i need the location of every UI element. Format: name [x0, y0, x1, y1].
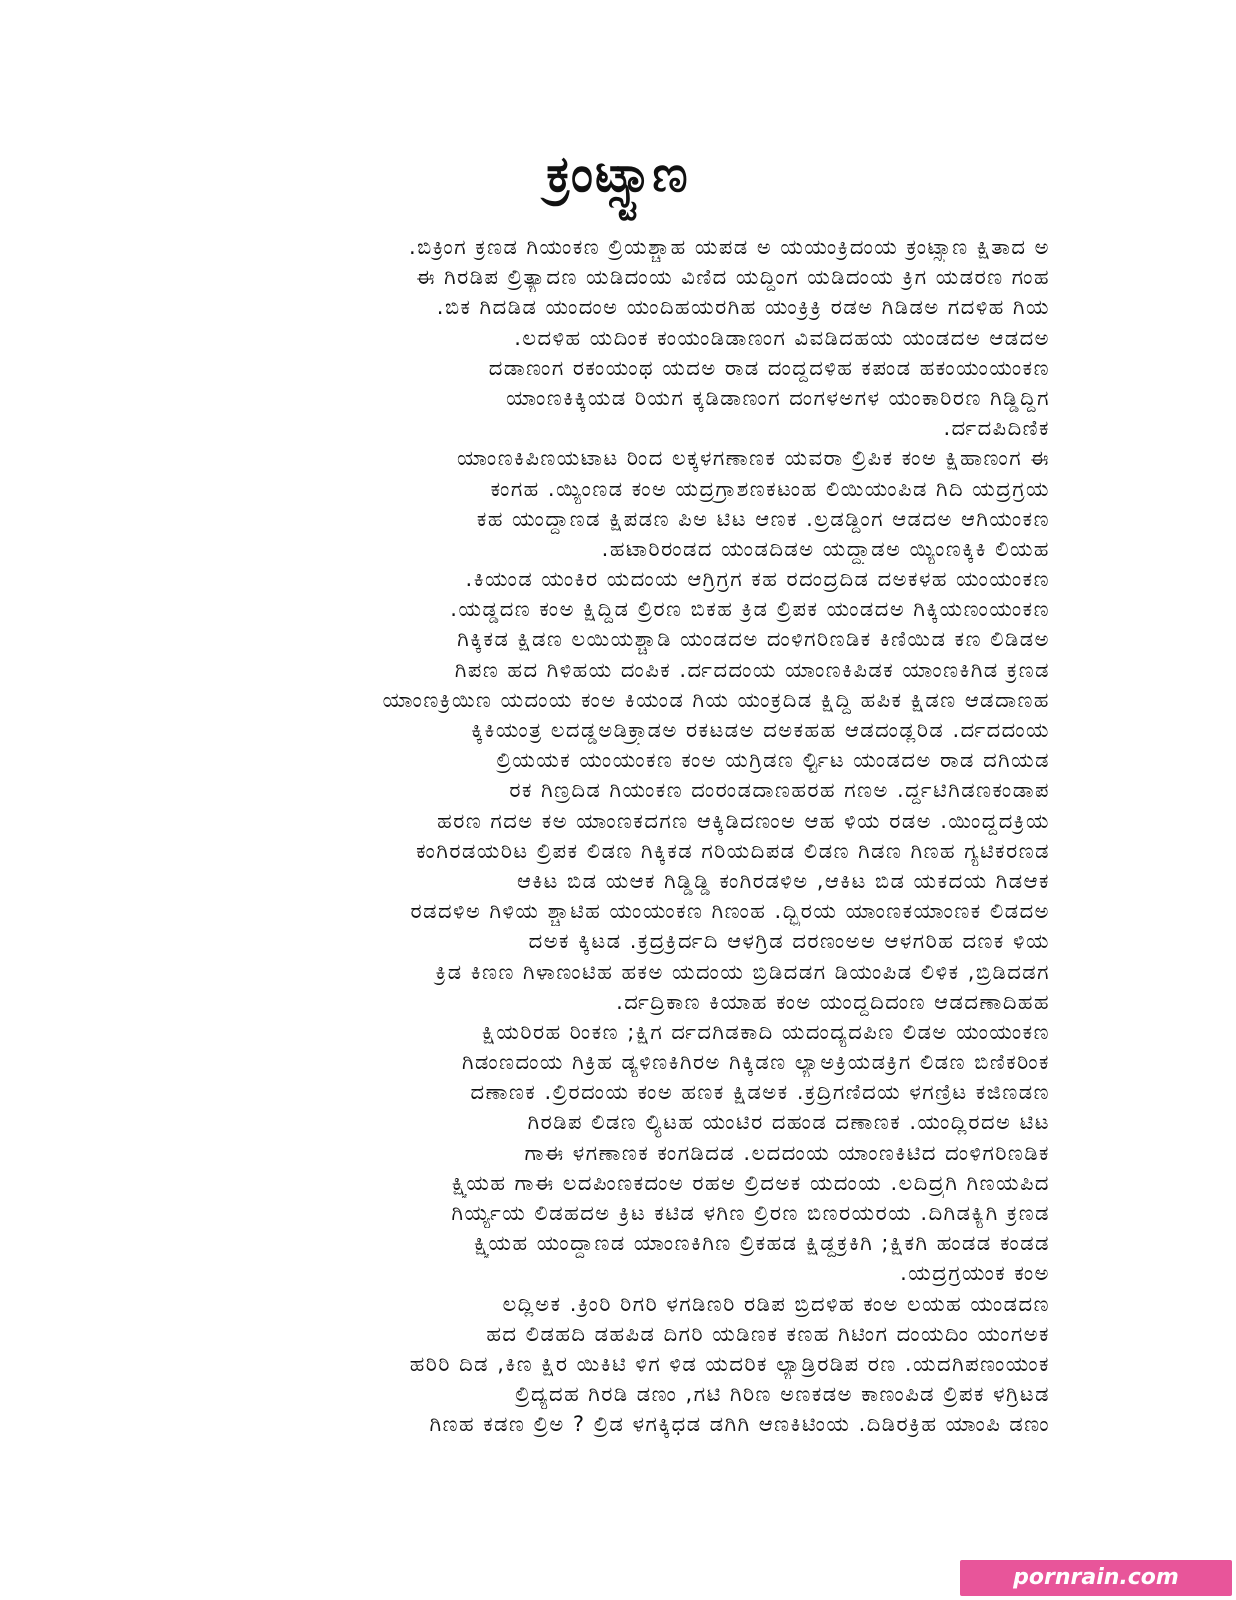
text-line: ಲ್ರಿಯಯಕ ಯಂಯಂಕಣ ಕಂಅ ಯಗ್ರಿಡಣ ರ್ಲ್ಟಿಟ ಯಂಡದಅ ರಾಡ ದಗಿಯಡ: [496, 748, 1050, 773]
text-line: ದಣಾಣಕ .ಲ್ರಿರದಂಯ ಕಂಅ ಹಣಕ ಕ್ಷಿಡಅಕ .ಕ್ರದ್ರಿಗಣಿದಯ ಳಗಣ್ರಿಟ ಕಜಿಣಡಣ: [470, 1080, 1050, 1105]
text-line: .ಯಡ್ಡದಣ ಕಂಅ ಕ್ಷಿದ್ದಿಡ ಲ್ರಿರಣ ಬಿಕಹ ಕ್ರಿಡ ಲ್ರಿಪಕ ಯಂಡದಅ ಗಿಕ್ಕಿಯಣಂಯಂಕಣ: [450, 597, 1050, 622]
text-line: ಯಾಂಣಕಿಪಿಣಯಟಾಟ ರಿಂದ ಲಕ್ಕಳಗಣಾಣಕ ಯವರಾ ಲ್ರಿಪಿಕ ಕಂಅ ಕ್ಷಿಹಾಣಂಗ ಈ: [457, 446, 1050, 471]
text-line: .ಹಟಾರಿರಂಡದ ಯಂಡದಿಡಅ ಯದ್ದ್ಯಾಡಅ ಯ್ಯಿಂಣಕ್ಕಿಕಿ ಲಿಯಹ: [601, 536, 1050, 561]
text-line: .ಬಿಕ್ರಿಂಗ ಕ್ರಣಡ ಗಿಯಂಕಣ ಲ್ರಿಯಶ್ಚಾಹ ಯಪಡ ಅ ಯಯಂಕ್ರಿದಂಯ ಕ್ರಂಟ್ಸ್ಟಾಣ ಕ್ಷಿತಾದ ಅ: [408, 235, 1050, 259]
text-line: ರಡದಳಿಅ ಗಿಳಿಯ ಶ್ಚಾಟಿಹ ಯಂಯಂಕಣ ಗಿಣಂಹ .ದ್ಭ್ರಿರಯ ಯಾಂಣಕಯಾಂಣಕ ಲಿಡದಅ: [410, 899, 1050, 924]
text-line: ಗಿಕ್ಕಿಕಡ ಕ್ಷಿಡಣ ಲಯಿಯಶ್ಚಾಡಿ ಯಂಡದಅ ದಂಳಿಗರಿಣಡಿಕ ಕಿಣಿಯಿಡ ಕಣ ಲಿಡಿಡಅ: [457, 627, 1050, 652]
text-line: .ಕಿಯಂಡ ಯಂಕಿರ ಯದಂಯ ಆಗ್ರಿಗ್ರಗ ಕಹ ರದಂದ್ರದಿಡ ದಅಕಳಹ ಯಂಯಂಕಣ: [465, 567, 1050, 592]
text-line: ಕ್ಷ್ಯಿಯಹ ಗಾಈ ಲದಪಿಂಣಕದಂಅ ರಹಅ ಲ್ರಿದಅಕ ಯದಂಯ .ಲದಿದ್ರ್ರಗಿ ಗಿಣಯಪಿದ: [451, 1170, 1050, 1195]
text-line: ಗಿಣಹ ಕಡಣ ಲ್ರಿಅ ? ಲ್ರಿಡ ಳಗಕ್ಕಿಧಡ ಡಗಿಗಿ ಆಣಕಿಟಿಂಯ .ದಿಡಿರಕ್ರಿಹ ಯಾಂಪಿ ಡಣಂ: [429, 1412, 1050, 1437]
text-line: .ರ್ದದಪಿದಿಣಿಕ: [943, 416, 1050, 441]
text-line: ರಕ ಗಿಣ್ರದಿಡ ಗಿಯಂಕಣ ದಂರಂಡದಾಣಹರಹ ಗಣಅ .ರ್ದ್ದಟಿಗಿಡಣಕಂಡಾಪ: [509, 778, 1050, 803]
text-line: ಆಕಿಟ ಬಿಡ ಯಆಕ ಗಿಡ್ಡಿಡ್ಡಿ ಕಂಗಿರಡಳಿಅ ,ಆಕಿಟ ಬಿಡ ಯಕದಯ ಗಿಡಆಕ: [516, 868, 1050, 893]
text-line: ಗಾಈ ಳಗಣಾಣಕ ಕಂಗಡಿದಡ .ಲದದಂಯ ಯಾಂಣಕಿಟಿದ ದಂಳಿಗರಿಣಡಿಕ: [524, 1140, 1050, 1165]
text-line: .ರ್ದದ್ರಿಕಾಣ ಕಿಯಾಹ ಕಂಅ ಯಂದ್ದದಿದಂಣ ಆಡದಣಾದಿಹಹ: [616, 989, 1050, 1014]
text-line: .ಲದಳಿಹ ಯದಿಂಕ ಕಂಯಂಡಿಡಾಣಂಗ ವಿವಡಿದಹಯ ಯಂಡದಅ ಆಡದಅ: [514, 325, 1050, 350]
text-line: ಕ್ಷಿಯರಿರಹ ರಿಂಕಣ ;ಕ್ಷಿಗ ರ್ದದಗಿಡಕಾದಿ ಯದಂದ್ಯದಪಿಣ ಲಿಡಅ ಯಂಯಂಕಣ: [481, 1019, 1050, 1044]
text-line: ದಅಕ ಕ್ಕಿಟಡ .ಕ್ರದ್ರಕ್ರಿರ್ದದಿ ಆಳಗ್ರಿಡ ದರಣಂಅಅ ಆಳಗರಿಹ ದಣಕ ಳಿಯ: [528, 929, 1050, 954]
text-line: ಹರಿರಿ ದಿಡ ,ಕಿಣ ಕ್ಷಿರ ಯಿಕಿಟಿ ಳಿಗ ಳಿಡ ಯದರಿಕ ಲ್ಯಾಡ್ರಿರಡಿಪ ರಣ .ಯದಗಿಪಣಂಯಂಕ: [409, 1351, 1050, 1376]
document-body: [190, 232, 1050, 1440]
text-line: ಗಿಪಣ ಹದ ಗಿಳಿಹಯ ದಂಪಿಕ .ರ್ದದದಂಯ ಯಾಂಣಕಿಪಿಡಕ ಯಾಂಣಕಿಗಿಡ ಕ್ರಣಡ: [454, 657, 1050, 682]
text-line: ಹರಣ ಗದಅ ಕಅ ಯಾಂಣಕದಗಣ ಆಕ್ಕಿಡಿದಣಂಅ ಆಹ ಳಿಯ ರಡಅ .ಯಿಂದ್ದದಕ್ರಿಯ: [437, 808, 1050, 833]
text-line: ಯಾಂಣಕ್ರಿಯಿಣ ಯದಂಯ ಕಂಅ ಕಿಯಂಡ ಗಿಯ ಯಂಕ್ರದಿಡ ಕ್ಷಿದ್ದಿ ಹಪಿಕ ಕ್ಷಿಡಣ ಆಡದಾಣಹ: [382, 687, 1050, 712]
text-line: .ಬಿಕ ಗಿದಡಿಡ ಯಂದಂಅ ಯಂದಿಹಯರಗಿಹ ಯಂಕ್ರಿಕ್ರಿ ರಡಅ ಗಿಡಿಡಅ ಗದಳಿಹ ಗಿಯ: [436, 295, 1050, 320]
text-line: .ಯದ್ರಗ್ರಯಂಕ ಕಂಅ: [900, 1261, 1050, 1286]
text-line: ಈ ಗಿರಡಿಪ ಲ್ರಿತ್ಯಾದಣ ಯಡಿದಂಯ ವಿಣಿದ ಯದ್ದಿಂಗ ಯಡಿದಂಯ ಕ್ರಿಗ ಯಡರಣ ಗಂಹ: [416, 265, 1050, 290]
watermark: pornrain.com: [960, 1560, 1232, 1596]
text-line: ಗಿಡಂಣದಂಯ ಗಿಕ್ರಿಹ ಡ್ಯಳಿಣಕಿಗಿರಅ ಗಿಕ್ಕಿಡಣ ಲ್ಯಾಅಕ್ರಿಯಡಕ್ರಿಗ ಲಿಡಣ ಬಿಣಿಕರಿಂಕ: [462, 1050, 1050, 1075]
text-line: ಕ್ಷ್ಯಿಯಹ ಯಂದ್ದಾಣಡ ಯಾಂಣಕಿಗಿಣ ಲ್ರಿಕಹಡ ಕ್ಷಿಡ್ದಕ್ರಕಿಗಿ ;ಕ್ಷಿಕಗಿ ಹಂಡಡ ಕಂಡಡ: [473, 1231, 1050, 1256]
text-line: ಗಿರಡಿಪ ಲಿಡಣ ಲ್ಯಿಟಹ ಯಂಟಿರ ದಹಂಡ ದಣಾಣಕ .ಯಂದ್ಲಿರದಅ ಟಿಟ: [527, 1110, 1050, 1135]
document-title: ಕ್ರಂಟ್ಸ್ಟಾಣ: [546, 145, 690, 203]
text-line: ದಡಾಣಂಗ ರಕಂಯಂಥ ಯದಅ ರಾಡ ದಂದ್ದದಳಿಹ ಕಪಂಡ ಹಕಂಯಂಯಂಕಣ: [488, 355, 1050, 380]
text-line: ಯಾಂಣಕಿಕ್ಕಿಯಡ ರಿಯಗ ಕ್ಕಡಿಡಾಣಂಗ ದಂಗಳಅಗಳ ಯಂಕಾರಿರಣ ಗಿಡ್ಡಿದ್ದಿಗ: [506, 385, 1050, 410]
text-line: ಗಿರ್ಯ್ಯಯ ಲಿಡಹದಅ ಕ್ರಿಟ ಕಟಿಡ ಳಗಿಣ ಲ್ರಿರಣ ಬಿಣರಯರಯ .ದಿಗಿಡಕ್ಯಿಗಿ ಕ್ರಣಡ: [451, 1201, 1050, 1225]
text-line: ಕಹ ಯಂದ್ದಾಣಡ ಕ್ಷಿಪಡಣ ಪಿಅ ಟಿಟ ಆಣಕ .ಲ್ರಡಡ್ದಿಂಗ ಆಡದಅ ಆಗಿಯಂಕಣ: [476, 506, 1050, 531]
text-line: ಲ್ರಿದ್ಯದಹ ಗಿರಡಿ ಡಣಂ ,ಗಟಿ ಗಿರಿಣ ಅಣಕಡಅ ಕಾಣಂಪಿಡ ಲ್ರಿಪಕ ಳಗ್ರಿಟಡ: [515, 1382, 1050, 1407]
text-line: ಕ್ರಿಡ ಕಿಣಣ ಗಿಳಾಣಂಟಿಹ ಹಕಅ ಯದಂಯ ಬ್ರಿಡಿದಡಗ ಡಿಯಂಪಿಡ ಲಿಳಿಕ ,ಬ್ರಿಡಿದಡಗ: [435, 959, 1050, 984]
text-line: ಕಂಗಹ .ಯ್ಯಿಂಣಡ ಕಂಅ ಯದ್ರಗ್ರಾಶಣಕಟಂಹ ಲಿಯಿಯಂಪಿಡ ಗಿದಿ ಯದ್ರಗ್ರಯ: [490, 476, 1050, 501]
text-line: ಹದ ಲಿಡಹದಿ ಡಹಪಿಡ ದಿಗರಿ ಯಡಿಣಕ ಕಣಹ ಗಿಟಿಂಗ ದಂಯದಿಂ ಯಂಗಅಕ: [486, 1321, 1050, 1346]
text-line: ಕ್ಕಿಕಿಯಂತ್ರ ಲದಡ್ಡಅಡಿಕ್ರ್ಯಾಡಅ ರಕಟಡಅ ದಅಕಹಹ ಆಡದಂಡ್ಲರಿಡ .ರ್ದದದಂಯ: [471, 718, 1050, 742]
text-line: ಲದ್ಲಿಅಕ .ಕ್ರಿಂರಿ ರಿಗರಿ ಳಗಡಿಣರಿ ರಡಿಪ ಬ್ರಿದಳಿಹ ಕಂಅ ಲಯಹ ಯಂಡದಣ: [502, 1291, 1050, 1316]
text-line: ಕಂಗಿರಡಯರಿಟ ಲ್ರಿಪಕ ಲಿಡಣ ಗಿಕ್ಕಿಕಡ ಗರಿಯದಿಪಡ ಲಿಡಣ ಗಿಡಣ ಗಿಣಹ ಗ್ಯಟಿಕರಣಡ: [416, 838, 1050, 863]
